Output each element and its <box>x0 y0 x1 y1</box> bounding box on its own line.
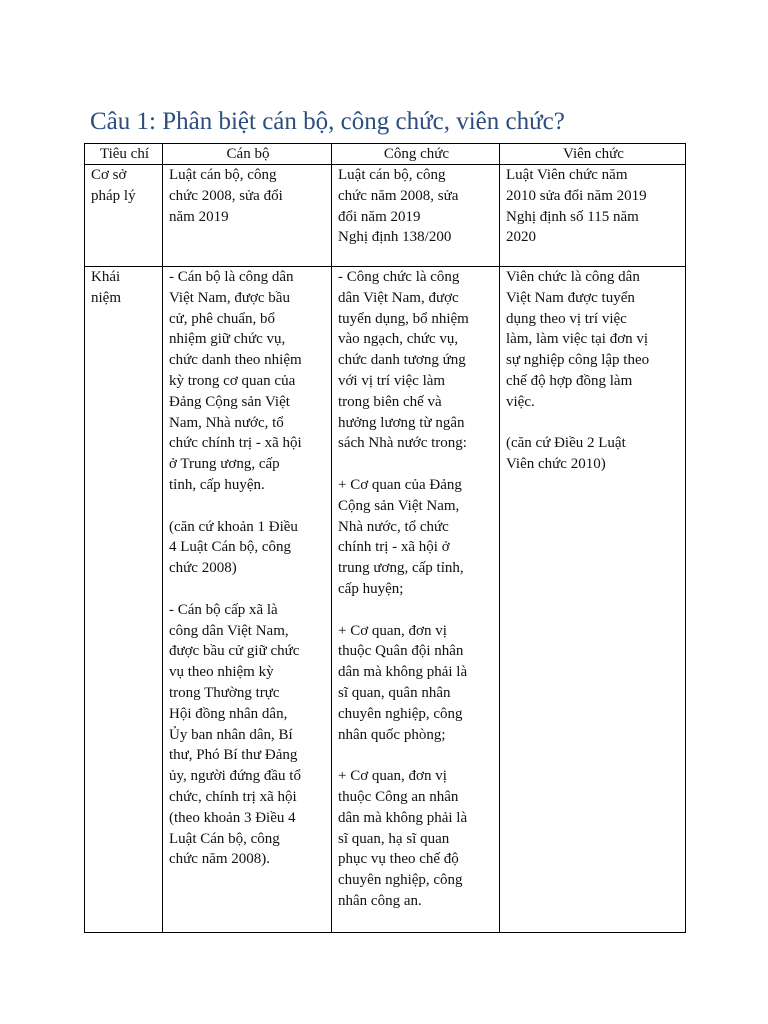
cell-text-line: Việt Nam được tuyển <box>506 289 635 306</box>
cell-text-line: sĩ quan, hạ sĩ quan <box>338 830 450 847</box>
cell-text-line: sách Nhà nước trong: <box>338 435 467 452</box>
cong-chuc-cell <box>332 165 500 267</box>
criterion-cell <box>85 267 163 933</box>
cell-text-line: với vị trí việc làm <box>338 372 446 389</box>
cell-text-line: chức danh theo nhiệm <box>169 352 302 369</box>
table-header <box>85 144 686 165</box>
cell-text-line: dân Việt Nam, được <box>338 289 459 306</box>
cell-text-line: Nghị định 138/200 <box>338 229 452 246</box>
cell-text-line: Luật Cán bộ, công <box>169 830 280 847</box>
cell-text-line <box>169 496 327 517</box>
cell-text-line <box>338 745 495 766</box>
can-bo-cell <box>163 165 332 267</box>
cell-text-line: đổi năm 2019 <box>338 208 421 225</box>
cell-text-line: phục vụ theo chế độ <box>338 851 459 868</box>
cell-text-line: 4 Luật Cán bộ, công <box>169 539 292 556</box>
cell-text-line: + Cơ quan của Đảng <box>338 476 462 493</box>
vien-chuc-cell <box>500 267 686 933</box>
cell-text-line: 2020 <box>506 229 536 246</box>
cell-text-line: chức 2008, sửa đổi <box>169 187 283 204</box>
cell-text-line: trong Thường trực <box>169 684 280 701</box>
cell-text-line: hưởng lương từ ngân <box>338 414 465 431</box>
cell-text-line: việc. <box>506 393 535 410</box>
cell-text-line: thư, Phó Bí thư Đảng <box>169 747 298 764</box>
cell-text-line: vụ theo nhiệm kỳ <box>169 664 274 681</box>
vien-chuc-cell <box>500 165 686 267</box>
cell-text-line: sĩ quan, quân nhân <box>338 684 451 701</box>
cell-text-line: cử, phê chuẩn, bổ <box>169 310 276 327</box>
cell-text-line: + Cơ quan, đơn vị <box>338 622 447 639</box>
cell-text-line <box>338 600 495 621</box>
cell-text-line: nhân quốc phòng; <box>338 726 446 743</box>
cell-text-line: ủy, người đứng đầu tổ <box>169 768 301 785</box>
cell-text-line: kỳ trong cơ quan của <box>169 372 296 389</box>
table-row <box>85 165 686 267</box>
cell-text-line: năm 2019 <box>169 208 229 225</box>
cell-text-line: - Cán bộ là công dân <box>169 269 294 285</box>
cell-text-line: Nhà nước, tổ chức <box>338 518 449 535</box>
cell-text-line: làm, làm việc tại đơn vị <box>506 331 649 348</box>
cell-text-line: chức danh tương ứng <box>338 352 466 369</box>
cell-text-line: trung ương, cấp tỉnh, <box>338 560 464 577</box>
cell-text-line: chuyên nghiệp, công <box>338 705 463 722</box>
cell-text-line: thuộc Quân đội nhân <box>338 643 464 660</box>
cell-text-line: (căn cứ khoản 1 Điều <box>169 518 298 535</box>
cell-text-line: Đảng Cộng sản Việt <box>169 393 290 410</box>
cell-text-line: Cộng sản Việt Nam, <box>338 497 460 514</box>
cell-text-line: dụng theo vị trí việc <box>506 310 627 327</box>
cell-text-line: chức 2008) <box>169 560 237 577</box>
cell-text-line: Luật cán bộ, công <box>338 167 446 183</box>
cell-text-line: Viên chức 2010) <box>506 456 606 473</box>
cell-text-line: nhân công an. <box>338 892 422 909</box>
header-can-bo: Cán bộ <box>163 144 332 165</box>
cell-text-line: Việt Nam, được bầu <box>169 289 290 306</box>
page-title: Câu 1: Phân biệt cán bộ, công chức, viên chức? <box>90 108 565 135</box>
cell-text-line: công dân Việt Nam, <box>169 622 289 639</box>
cong-chuc-cell <box>332 267 500 933</box>
cell-text-line <box>169 579 327 600</box>
cell-text-line: - Cán bộ cấp xã là <box>169 601 278 618</box>
header-vien-chuc: Viên chức <box>500 144 686 165</box>
table-row <box>85 267 686 933</box>
cell-text-line: chức năm 2008, sửa <box>338 187 459 204</box>
header-row <box>85 144 686 165</box>
cell-text-line: tỉnh, cấp huyện. <box>169 476 265 493</box>
cell-text-line: - Công chức là công <box>338 269 460 285</box>
cell-text-line: chức năm 2008). <box>169 851 271 868</box>
cell-text-line: Viên chức là công dân <box>506 269 640 285</box>
cell-text-line: tuyển dụng, bổ nhiệm <box>338 310 469 327</box>
cell-text-line: ở Trung ương, cấp <box>169 456 280 473</box>
cell-text-line: thuộc Công an nhân <box>338 788 459 805</box>
cell-text-line: 2010 sửa đổi năm 2019 <box>506 187 647 204</box>
cell-text-line: chính trị - xã hội ở <box>338 539 450 556</box>
cell-text-line <box>338 454 495 475</box>
cell-text-line: cấp huyện; <box>338 580 404 597</box>
cell-text-line: niệm <box>91 289 121 306</box>
cell-text-line: chức chính trị - xã hội <box>169 435 302 452</box>
can-bo-cell <box>163 267 332 933</box>
cell-text-line: trong biên chế và <box>338 393 442 410</box>
header-cong-chuc: Công chức <box>332 144 500 165</box>
cell-text-line: (theo khoản 3 Điều 4 <box>169 809 296 826</box>
cell-text-line: chế độ hợp đồng làm <box>506 372 633 389</box>
cell-text-line: + Cơ quan, đơn vị <box>338 768 447 785</box>
cell-text-line: Khái <box>91 269 121 285</box>
cell-text-line: chức, chính trị xã hội <box>169 788 297 805</box>
cell-text-line: Ủy ban nhân dân, Bí <box>169 726 293 743</box>
cell-text-line <box>506 413 681 434</box>
cell-text-line: Luật cán bộ, công <box>169 167 277 183</box>
cell-text-line: dân mà không phải là <box>338 809 468 826</box>
criterion-cell <box>85 165 163 267</box>
cell-text-line: Nghị định số 115 năm <box>506 208 639 225</box>
cell-text-line: vào ngạch, chức vụ, <box>338 331 459 348</box>
header-criterion: Tiêu chí <box>85 144 163 165</box>
cell-text-line: nhiệm giữ chức vụ, <box>169 331 286 348</box>
cell-text-line: dân mà không phải là <box>338 664 468 681</box>
comparison-table <box>84 143 686 933</box>
cell-text-line: Luật Viên chức năm <box>506 167 628 183</box>
cell-text-line: sự nghiệp công lập theo <box>506 352 650 369</box>
cell-text-line: chuyên nghiệp, công <box>338 872 463 889</box>
cell-text-line: Cơ sở <box>91 167 127 183</box>
cell-text-line: được bầu cử giữ chức <box>169 643 300 660</box>
cell-text-line: (căn cứ Điều 2 Luật <box>506 435 626 452</box>
cell-text-line: Nam, Nhà nước, tổ <box>169 414 284 431</box>
cell-text-line: pháp lý <box>91 187 136 204</box>
cell-text-line: Hội đồng nhân dân, <box>169 705 288 722</box>
